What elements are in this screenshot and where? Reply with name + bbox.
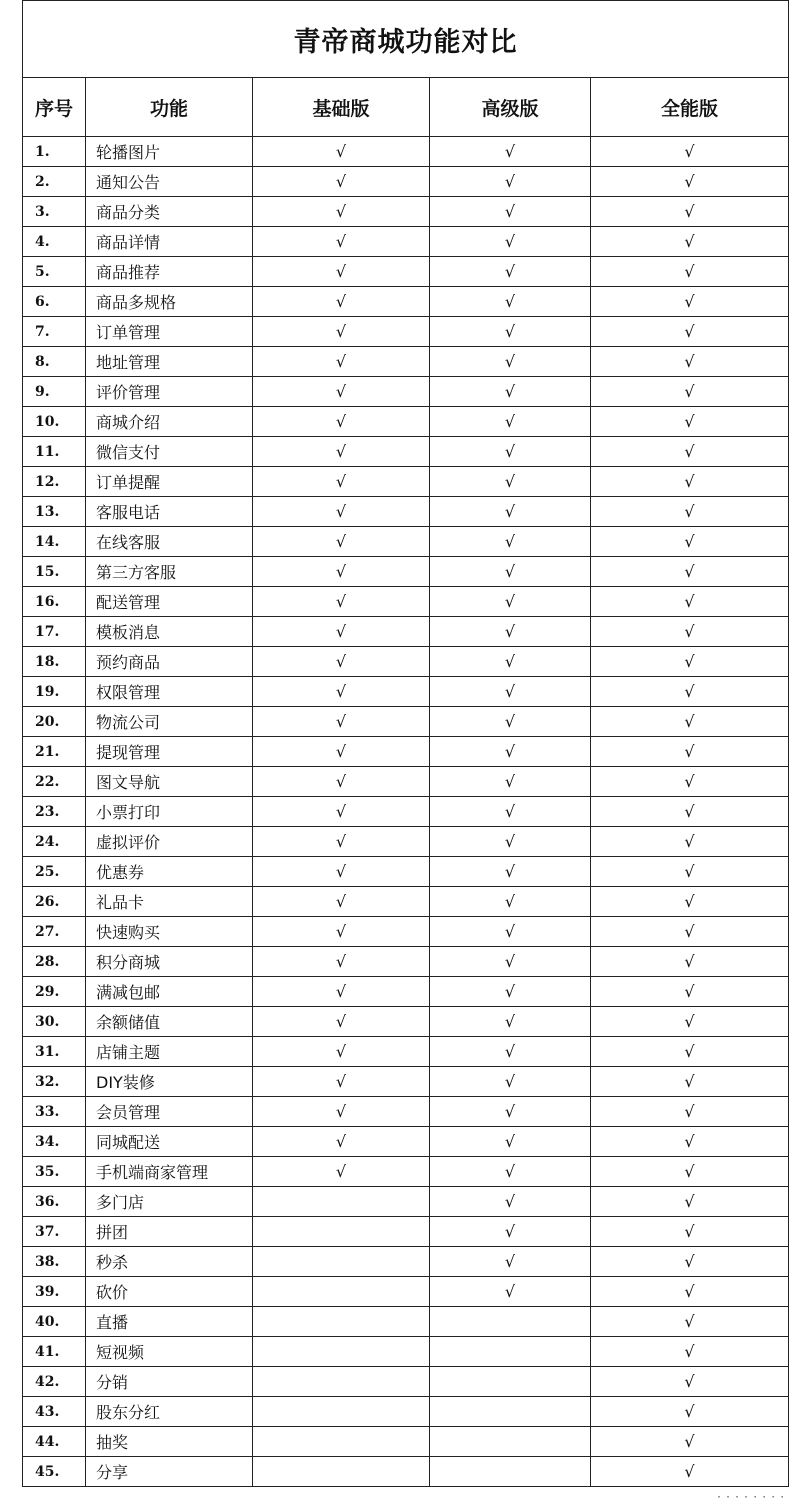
full-mark: √ (591, 1067, 789, 1097)
table-row (23, 197, 789, 227)
basic-mark: √ (253, 707, 430, 737)
full-mark: √ (591, 1457, 789, 1487)
row-number: 32. (23, 1067, 86, 1097)
full-mark: √ (591, 257, 789, 287)
row-number: 42. (23, 1367, 86, 1397)
table-row (23, 857, 789, 887)
table-row (23, 1367, 789, 1397)
basic-mark: √ (253, 467, 430, 497)
feature-name: DIY装修 (86, 1067, 253, 1097)
full-mark: √ (591, 587, 789, 617)
basic-mark (253, 1307, 430, 1337)
row-number: 5. (23, 257, 86, 287)
basic-mark: √ (253, 497, 430, 527)
row-number: 7. (23, 317, 86, 347)
table-row (23, 707, 789, 737)
row-number: 8. (23, 347, 86, 377)
full-mark: √ (591, 1127, 789, 1157)
basic-mark: √ (253, 647, 430, 677)
advanced-mark (430, 1307, 591, 1337)
full-mark: √ (591, 1187, 789, 1217)
full-mark: √ (591, 197, 789, 227)
feature-name: 分销 (86, 1367, 253, 1397)
full-mark: √ (591, 317, 789, 347)
footer-dots: ········ (716, 1492, 789, 1503)
advanced-mark: √ (430, 1037, 591, 1067)
row-number: 33. (23, 1097, 86, 1127)
row-number: 39. (23, 1277, 86, 1307)
table-row (23, 1037, 789, 1067)
advanced-mark: √ (430, 707, 591, 737)
row-number: 11. (23, 437, 86, 467)
basic-mark: √ (253, 887, 430, 917)
row-number: 38. (23, 1247, 86, 1277)
advanced-mark: √ (430, 377, 591, 407)
full-mark: √ (591, 677, 789, 707)
feature-name: 虚拟评价 (86, 827, 253, 857)
feature-name: 微信支付 (86, 437, 253, 467)
table-body (23, 137, 789, 1487)
table-row (23, 677, 789, 707)
table-row (23, 287, 789, 317)
feature-name: 店铺主题 (86, 1037, 253, 1067)
full-mark: √ (591, 857, 789, 887)
basic-mark: √ (253, 317, 430, 347)
row-number: 28. (23, 947, 86, 977)
advanced-mark: √ (430, 827, 591, 857)
row-number: 10. (23, 407, 86, 437)
row-number: 2. (23, 167, 86, 197)
advanced-mark: √ (430, 1187, 591, 1217)
table-row (23, 1157, 789, 1187)
advanced-mark: √ (430, 617, 591, 647)
row-number: 37. (23, 1217, 86, 1247)
advanced-mark: √ (430, 977, 591, 1007)
basic-mark: √ (253, 857, 430, 887)
table-row (23, 1457, 789, 1487)
basic-mark: √ (253, 407, 430, 437)
advanced-mark (430, 1367, 591, 1397)
advanced-mark: √ (430, 317, 591, 347)
full-mark: √ (591, 407, 789, 437)
row-number: 21. (23, 737, 86, 767)
full-mark: √ (591, 947, 789, 977)
feature-name: 余额储值 (86, 1007, 253, 1037)
basic-mark: √ (253, 977, 430, 1007)
full-mark: √ (591, 737, 789, 767)
advanced-mark: √ (430, 917, 591, 947)
advanced-mark: √ (430, 137, 591, 167)
full-mark: √ (591, 617, 789, 647)
row-number: 24. (23, 827, 86, 857)
row-number: 17. (23, 617, 86, 647)
feature-name: 商品多规格 (86, 287, 253, 317)
table-row (23, 257, 789, 287)
full-mark: √ (591, 827, 789, 857)
advanced-mark: √ (430, 347, 591, 377)
advanced-mark: √ (430, 1007, 591, 1037)
row-number: 40. (23, 1307, 86, 1337)
row-number: 3. (23, 197, 86, 227)
feature-name: 抽奖 (86, 1427, 253, 1457)
row-number: 1. (23, 137, 86, 167)
basic-mark (253, 1277, 430, 1307)
basic-mark: √ (253, 167, 430, 197)
feature-name: 股东分红 (86, 1397, 253, 1427)
table-row (23, 737, 789, 767)
table-row (23, 1187, 789, 1217)
full-mark: √ (591, 977, 789, 1007)
basic-mark: √ (253, 737, 430, 767)
table-row (23, 917, 789, 947)
table-row (23, 947, 789, 977)
feature-name: 短视频 (86, 1337, 253, 1367)
table-row (23, 587, 789, 617)
feature-name: 快速购买 (86, 917, 253, 947)
table-row (23, 617, 789, 647)
feature-name: 通知公告 (86, 167, 253, 197)
basic-mark: √ (253, 557, 430, 587)
table-row (23, 137, 789, 167)
table-header-row (23, 78, 789, 137)
row-number: 45. (23, 1457, 86, 1487)
feature-name: 配送管理 (86, 587, 253, 617)
feature-name: 商城介绍 (86, 407, 253, 437)
advanced-mark (430, 1457, 591, 1487)
row-number: 23. (23, 797, 86, 827)
basic-mark: √ (253, 287, 430, 317)
advanced-mark: √ (430, 1217, 591, 1247)
full-mark: √ (591, 167, 789, 197)
table-row (23, 1337, 789, 1367)
advanced-mark: √ (430, 1247, 591, 1277)
advanced-mark (430, 1427, 591, 1457)
full-mark: √ (591, 767, 789, 797)
table-row (23, 647, 789, 677)
full-mark: √ (591, 467, 789, 497)
full-mark: √ (591, 527, 789, 557)
feature-name: 礼品卡 (86, 887, 253, 917)
feature-name: 订单提醒 (86, 467, 253, 497)
feature-name: 秒杀 (86, 1247, 253, 1277)
feature-name: 客服电话 (86, 497, 253, 527)
table-row (23, 1247, 789, 1277)
row-number: 35. (23, 1157, 86, 1187)
table-row (23, 527, 789, 557)
row-number: 12. (23, 467, 86, 497)
full-mark: √ (591, 1097, 789, 1127)
feature-name: 第三方客服 (86, 557, 253, 587)
advanced-mark: √ (430, 887, 591, 917)
full-mark: √ (591, 647, 789, 677)
basic-mark: √ (253, 677, 430, 707)
advanced-mark: √ (430, 1067, 591, 1097)
advanced-mark: √ (430, 497, 591, 527)
header-advanced: 高级版 (430, 78, 591, 137)
advanced-mark: √ (430, 287, 591, 317)
full-mark: √ (591, 1277, 789, 1307)
header-full: 全能版 (591, 78, 789, 137)
row-number: 41. (23, 1337, 86, 1367)
feature-name: 会员管理 (86, 1097, 253, 1127)
advanced-mark: √ (430, 1277, 591, 1307)
basic-mark: √ (253, 137, 430, 167)
table-row (23, 797, 789, 827)
advanced-mark: √ (430, 947, 591, 977)
advanced-mark: √ (430, 587, 591, 617)
feature-name: 手机端商家管理 (86, 1157, 253, 1187)
header-basic: 基础版 (253, 78, 430, 137)
feature-name: 物流公司 (86, 707, 253, 737)
row-number: 18. (23, 647, 86, 677)
row-number: 27. (23, 917, 86, 947)
table-row (23, 1217, 789, 1247)
advanced-mark: √ (430, 677, 591, 707)
basic-mark: √ (253, 917, 430, 947)
row-number: 19. (23, 677, 86, 707)
advanced-mark: √ (430, 467, 591, 497)
full-mark: √ (591, 1337, 789, 1367)
feature-name: 满减包邮 (86, 977, 253, 1007)
advanced-mark: √ (430, 527, 591, 557)
table-row (23, 887, 789, 917)
table-row (23, 377, 789, 407)
row-number: 34. (23, 1127, 86, 1157)
table-row (23, 977, 789, 1007)
advanced-mark (430, 1337, 591, 1367)
header-index: 序号 (23, 78, 86, 137)
basic-mark: √ (253, 347, 430, 377)
feature-name: 权限管理 (86, 677, 253, 707)
row-number: 15. (23, 557, 86, 587)
basic-mark: √ (253, 1067, 430, 1097)
table-row (23, 317, 789, 347)
table-row (23, 1307, 789, 1337)
basic-mark: √ (253, 797, 430, 827)
feature-name: 轮播图片 (86, 137, 253, 167)
table-row (23, 167, 789, 197)
basic-mark: √ (253, 1007, 430, 1037)
table-row (23, 1127, 789, 1157)
basic-mark (253, 1367, 430, 1397)
row-number: 4. (23, 227, 86, 257)
row-number: 36. (23, 1187, 86, 1217)
table-row (23, 1427, 789, 1457)
basic-mark: √ (253, 257, 430, 287)
row-number: 26. (23, 887, 86, 917)
table-row (23, 1277, 789, 1307)
feature-name: 图文导航 (86, 767, 253, 797)
basic-mark: √ (253, 1097, 430, 1127)
table-row (23, 347, 789, 377)
basic-mark: √ (253, 377, 430, 407)
basic-mark: √ (253, 827, 430, 857)
full-mark: √ (591, 137, 789, 167)
feature-name: 模板消息 (86, 617, 253, 647)
header-feature: 功能 (86, 78, 253, 137)
feature-name: 拼团 (86, 1217, 253, 1247)
advanced-mark: √ (430, 167, 591, 197)
basic-mark: √ (253, 197, 430, 227)
basic-mark (253, 1457, 430, 1487)
table-row (23, 227, 789, 257)
full-mark: √ (591, 377, 789, 407)
advanced-mark: √ (430, 557, 591, 587)
table-row (23, 767, 789, 797)
basic-mark (253, 1397, 430, 1427)
feature-name: 同城配送 (86, 1127, 253, 1157)
table-row (23, 1097, 789, 1127)
table-row (23, 1397, 789, 1427)
basic-mark (253, 1247, 430, 1277)
advanced-mark: √ (430, 227, 591, 257)
feature-name: 积分商城 (86, 947, 253, 977)
row-number: 31. (23, 1037, 86, 1067)
basic-mark: √ (253, 437, 430, 467)
full-mark: √ (591, 797, 789, 827)
basic-mark: √ (253, 1037, 430, 1067)
full-mark: √ (591, 1307, 789, 1337)
table-row (23, 557, 789, 587)
full-mark: √ (591, 1157, 789, 1187)
basic-mark: √ (253, 587, 430, 617)
advanced-mark: √ (430, 1097, 591, 1127)
feature-comparison-table (22, 0, 789, 1487)
basic-mark (253, 1337, 430, 1367)
feature-name: 提现管理 (86, 737, 253, 767)
row-number: 44. (23, 1427, 86, 1457)
row-number: 30. (23, 1007, 86, 1037)
full-mark: √ (591, 1037, 789, 1067)
table-row (23, 1007, 789, 1037)
comparison-sheet (22, 0, 788, 1487)
basic-mark: √ (253, 617, 430, 647)
basic-mark (253, 1187, 430, 1217)
row-number: 13. (23, 497, 86, 527)
feature-name: 砍价 (86, 1277, 253, 1307)
full-mark: √ (591, 887, 789, 917)
full-mark: √ (591, 497, 789, 527)
table-row (23, 437, 789, 467)
row-number: 9. (23, 377, 86, 407)
table-row (23, 827, 789, 857)
full-mark: √ (591, 707, 789, 737)
feature-name: 小票打印 (86, 797, 253, 827)
row-number: 20. (23, 707, 86, 737)
row-number: 29. (23, 977, 86, 1007)
table-row (23, 467, 789, 497)
advanced-mark: √ (430, 647, 591, 677)
feature-name: 直播 (86, 1307, 253, 1337)
basic-mark: √ (253, 1157, 430, 1187)
page-title: 青帝商城功能对比 (23, 1, 789, 78)
basic-mark: √ (253, 527, 430, 557)
feature-name: 地址管理 (86, 347, 253, 377)
full-mark: √ (591, 1367, 789, 1397)
row-number: 43. (23, 1397, 86, 1427)
advanced-mark: √ (430, 257, 591, 287)
full-mark: √ (591, 1427, 789, 1457)
full-mark: √ (591, 1247, 789, 1277)
full-mark: √ (591, 1007, 789, 1037)
basic-mark (253, 1427, 430, 1457)
feature-name: 商品推荐 (86, 257, 253, 287)
feature-name: 订单管理 (86, 317, 253, 347)
full-mark: √ (591, 557, 789, 587)
table-row (23, 497, 789, 527)
feature-name: 分享 (86, 1457, 253, 1487)
feature-name: 预约商品 (86, 647, 253, 677)
table-row (23, 1067, 789, 1097)
row-number: 6. (23, 287, 86, 317)
basic-mark: √ (253, 1127, 430, 1157)
feature-name: 商品分类 (86, 197, 253, 227)
advanced-mark: √ (430, 197, 591, 227)
feature-name: 在线客服 (86, 527, 253, 557)
advanced-mark: √ (430, 1157, 591, 1187)
advanced-mark: √ (430, 797, 591, 827)
advanced-mark: √ (430, 767, 591, 797)
basic-mark: √ (253, 947, 430, 977)
feature-name: 评价管理 (86, 377, 253, 407)
advanced-mark: √ (430, 407, 591, 437)
advanced-mark: √ (430, 857, 591, 887)
row-number: 14. (23, 527, 86, 557)
basic-mark: √ (253, 227, 430, 257)
advanced-mark: √ (430, 1127, 591, 1157)
table-row (23, 407, 789, 437)
basic-mark (253, 1217, 430, 1247)
full-mark: √ (591, 227, 789, 257)
row-number: 25. (23, 857, 86, 887)
full-mark: √ (591, 1397, 789, 1427)
feature-name: 优惠券 (86, 857, 253, 887)
advanced-mark: √ (430, 737, 591, 767)
advanced-mark (430, 1397, 591, 1427)
full-mark: √ (591, 347, 789, 377)
row-number: 16. (23, 587, 86, 617)
row-number: 22. (23, 767, 86, 797)
full-mark: √ (591, 1217, 789, 1247)
full-mark: √ (591, 917, 789, 947)
full-mark: √ (591, 437, 789, 467)
basic-mark: √ (253, 767, 430, 797)
feature-name: 商品详情 (86, 227, 253, 257)
feature-name: 多门店 (86, 1187, 253, 1217)
full-mark: √ (591, 287, 789, 317)
advanced-mark: √ (430, 437, 591, 467)
